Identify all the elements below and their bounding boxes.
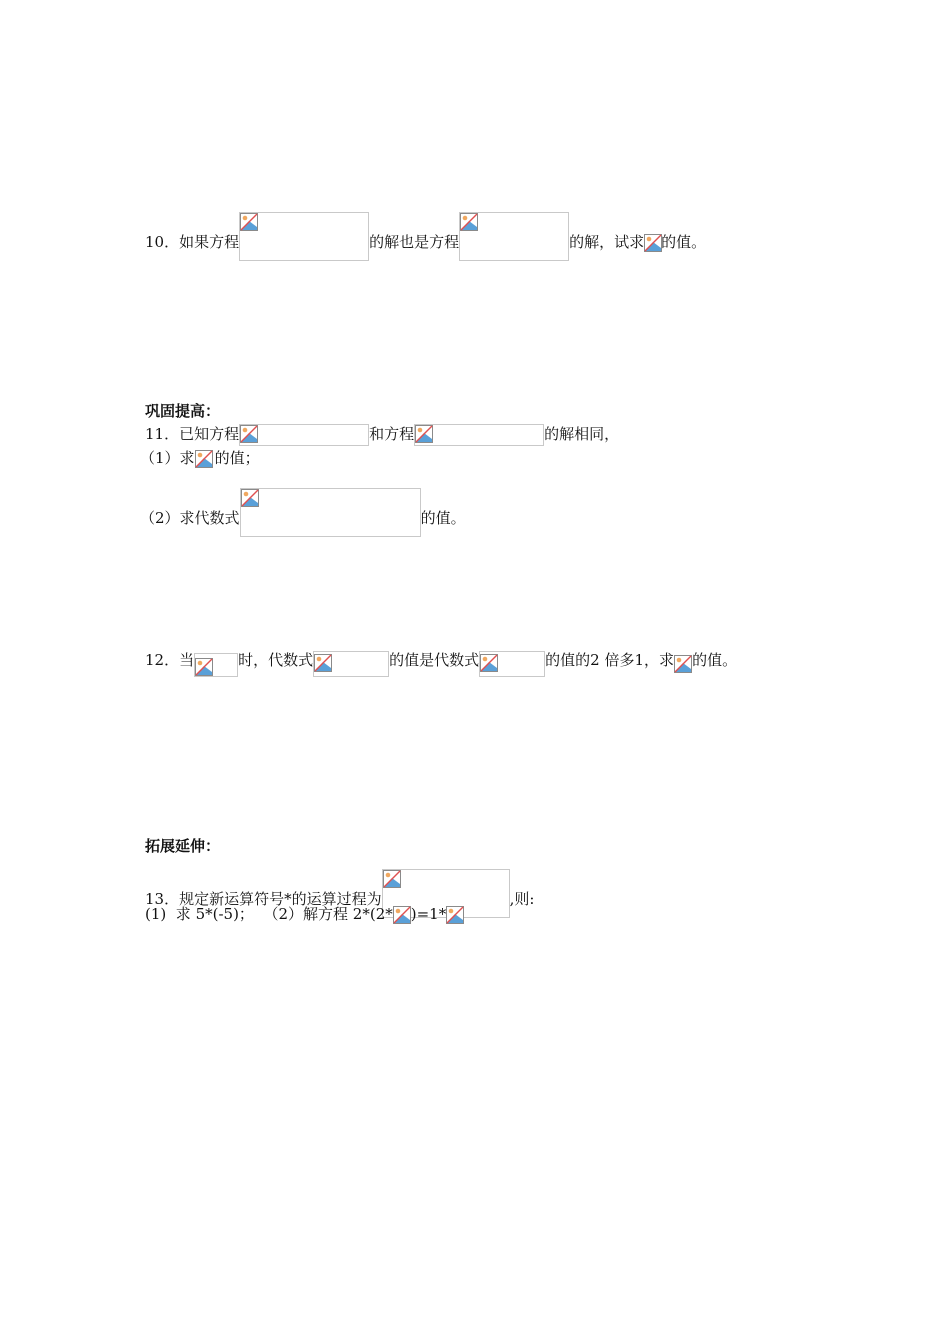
question-number: 13． (145, 890, 180, 908)
question-12 (145, 650, 737, 677)
part-label: （2） (140, 509, 180, 527)
question-number: 10． (145, 233, 180, 251)
question-text: ,则: (509, 890, 535, 908)
question-text: 的解，试求 (569, 233, 645, 251)
broken-image-icon (241, 489, 259, 507)
question-11 (145, 424, 619, 446)
section-heading: 拓展延伸： (145, 837, 221, 855)
question-text: 的值。 (661, 233, 707, 251)
variable-image (195, 450, 215, 468)
question-text: 规定新运算符号 (179, 890, 285, 908)
question-text: 求 (179, 449, 195, 467)
question-text: 的解也是方程 (369, 233, 460, 251)
question-text: 的值是代数式 (389, 651, 480, 669)
expression-image (479, 651, 545, 677)
question-text: 当 (179, 651, 195, 669)
broken-image-icon (240, 213, 258, 231)
broken-image-icon (446, 906, 464, 924)
question-text: 和方程 (369, 425, 415, 443)
broken-image-icon (195, 450, 213, 468)
question-11-part-1 (140, 448, 260, 468)
question-text: 的值。 (692, 651, 738, 669)
broken-image-icon (195, 658, 213, 676)
question-text: 的解相同， (544, 425, 620, 443)
part-label: (1) (145, 905, 167, 923)
question-text: 的值。 (420, 509, 466, 527)
variable-image (393, 906, 411, 924)
condition-image (194, 653, 238, 677)
question-text: 的值的 (545, 651, 591, 669)
question-text: 的值； (214, 449, 260, 467)
equation-image (239, 424, 369, 446)
broken-image-icon (674, 655, 692, 673)
variable-image (674, 655, 692, 673)
broken-image-icon (393, 906, 411, 924)
broken-image-icon (460, 213, 478, 231)
question-text: 求代数式 (179, 509, 240, 527)
part-label: （1） (140, 449, 180, 467)
variable-image (446, 906, 464, 924)
broken-image-icon (644, 234, 662, 252)
equation-image (239, 212, 369, 261)
number-value: 1 (634, 651, 645, 669)
broken-image-icon (240, 425, 258, 443)
broken-image-icon (314, 654, 332, 672)
question-number: 11． (145, 425, 180, 443)
broken-image-icon (383, 870, 401, 888)
question-text: 解方程 2*(2* (303, 905, 393, 923)
variable-image (644, 234, 661, 252)
expression-image (240, 488, 421, 537)
question-text: 倍多 (604, 651, 635, 669)
broken-image-icon (480, 654, 498, 672)
question-number: 12． (145, 651, 180, 669)
question-text: 的运算过程为 (291, 890, 382, 908)
question-text: 已知方程 (179, 425, 240, 443)
part-label: （2） (263, 905, 304, 923)
number-value: 2 (590, 651, 600, 669)
question-11-part-2 (140, 488, 466, 537)
expression-image (313, 651, 389, 677)
question-10 (145, 212, 706, 261)
operator-symbol: * (284, 890, 292, 908)
equation-image (459, 212, 569, 261)
question-text: )=1* (410, 905, 447, 923)
broken-image-icon (415, 425, 433, 443)
equation-image (414, 424, 544, 446)
question-text: ，求 (644, 651, 675, 669)
question-text: 时，代数式 (238, 651, 314, 669)
question-text: 求 5*(-5)； (175, 905, 254, 923)
question-text: 如果方程 (179, 233, 240, 251)
section-heading: 巩固提高： (145, 402, 221, 420)
question-13-parts (145, 904, 464, 924)
